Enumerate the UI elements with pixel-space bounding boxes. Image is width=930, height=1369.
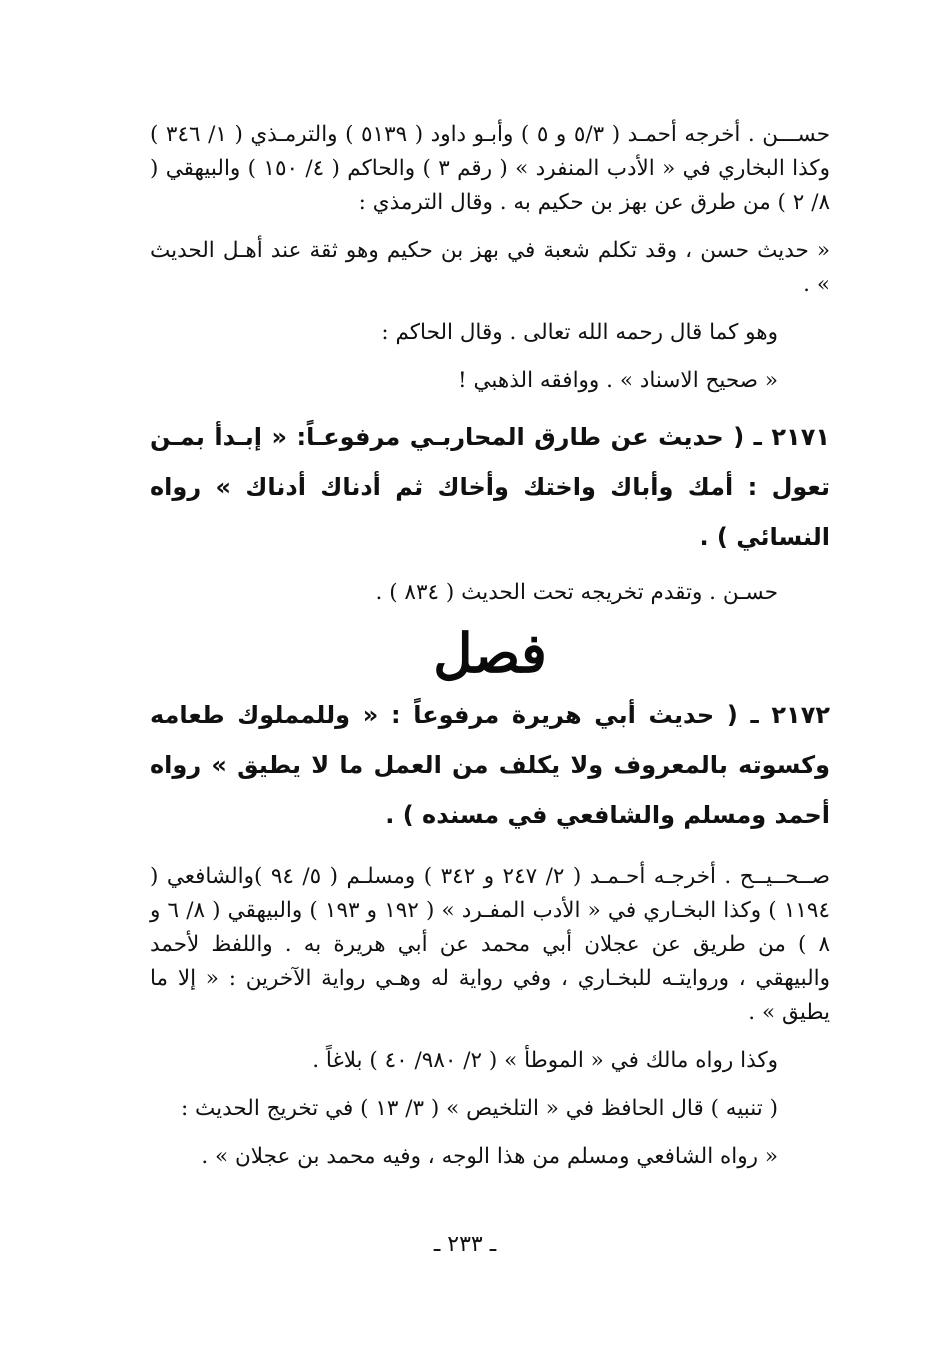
page-number: ـ ٢٣٣ ـ [433, 1232, 497, 1257]
hakim-remark: وهو كما قال رحمه الله تعالى . وقال الحاكم : [381, 320, 778, 345]
malik-remark: وكذا رواه مالك في « الموطأ » ( ٢/ ٩٨٠/ ٤٠ ) بلاغاً . [312, 1048, 778, 1073]
hadith-2172: ٢١٧٢ ـ ( حديث أبي هريرة مرفوعاً : « وللمملوك طعامه وكسوته بالمعروف ولا يكلف من العمل ما لا يطيق » رواه أحمد ومسلم والشافعي في مسنده ) . [150, 701, 830, 829]
hakim-quote: « صحيح الاسناد » . ووافقه الذهبي ! [458, 368, 778, 393]
talkhis-quote: « رواه الشافعي ومسلم من هذا الوجه ، وفيه محمد بن عجلان » . [201, 1144, 778, 1169]
tirmidhi-quote: « حديث حسن ، وقد تكلم شعبة في بهز بن حكيم وهو ثقة عند أهـل الحديث » . [150, 238, 830, 297]
tanbih-note: ( تنبيه ) قال الحافظ في « التلخيص » ( ٣/ ١٣ ) في تخريج الحديث : [180, 1096, 778, 1121]
hadith-2171: ٢١٧١ ـ ( حديث عن طارق المحاربـي مرفوعـاً: « إبـدأ بمـن تعول : أمك وأباك واختك وأخاك ثم أدناك أدناك » رواه النسائي ) . [150, 423, 830, 551]
page-body [150, 118, 830, 1174]
section-title: فصل [433, 621, 547, 685]
grading-2171: حسـن . وتقدم تخريجه تحت الحديث ( ٨٣٤ ) . [375, 580, 778, 605]
grading-2172: صــحــيــح . أخرجـه أحـمـد ( ٢/ ٢٤٧ و ٣٤٢ ) ومسلـم ( ٥/ ٩٤ )والشافعي ( ١١٩٤ ) وكذا البخـاري في « الأدب المفـرد » ( ١٩٢ و ١٩٣ ) والبيهقي ( ٨/ ٦ و ٨ ) من طريق عن عجلان أبي محمد عن أبي هريرة به . واللفظ لأحمد والبيهقي ، وروايتـه للبخـاري ، وفي رواية له وهـي رواية الآخرين : « إلا ما يطيق » . [150, 864, 831, 1025]
takhrij-paragraph: حســـن . أخرجه أحمـد ( ٥/٣ و ٥ ) وأبـو داود ( ٥١٣٩ ) والترمـذي ( ١/ ٣٤٦ ) وكذا البخاري في « الأدب المنفرد » ( رقم ٣ ) والحاكم ( ٤/ ١٥٠ ) والبيهقي ( ٨/ ٢ ) من طرق عن بهز بن حكيم به . وقال الترمذي : [150, 122, 831, 215]
